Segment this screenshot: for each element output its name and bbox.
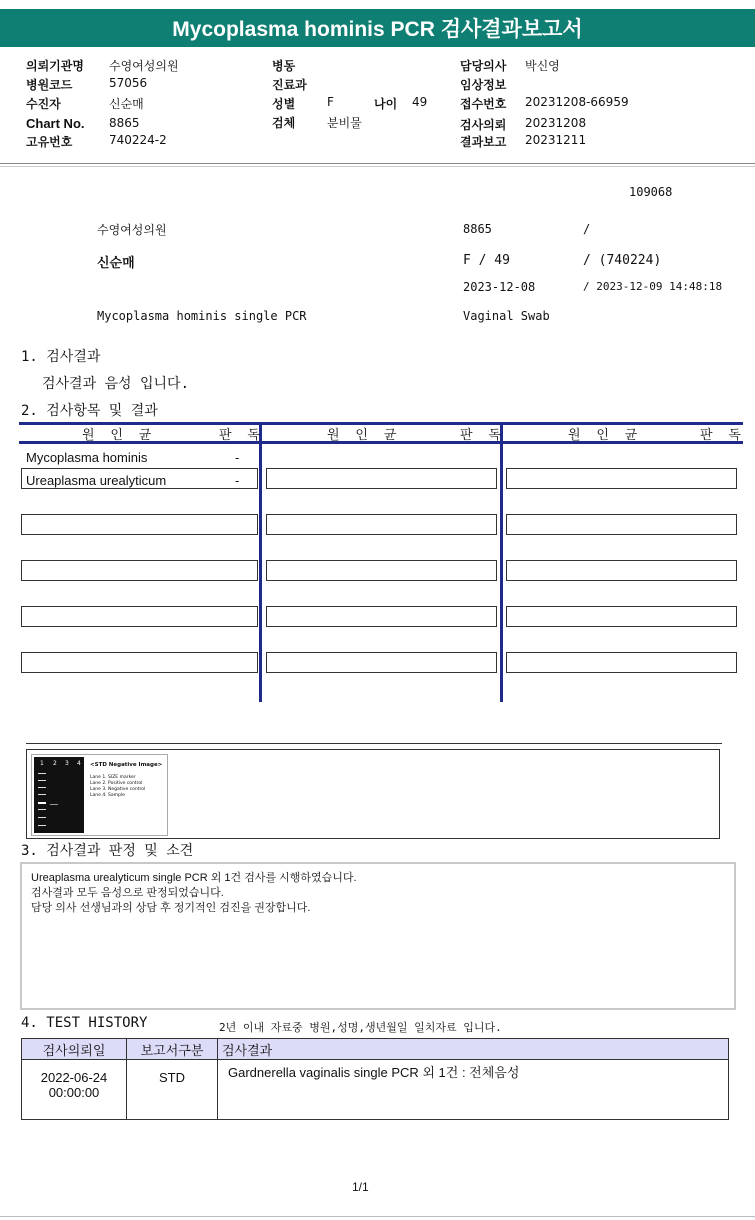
dept-label: 진료과 xyxy=(272,78,307,92)
result-cell xyxy=(506,560,737,581)
gel-top-rule xyxy=(26,743,722,744)
col-result-header-3: 판 독 xyxy=(700,428,745,443)
history-col-type: 보고서구분 xyxy=(127,1039,218,1060)
result-cell xyxy=(506,468,737,489)
request-value: 20231208 xyxy=(525,116,587,130)
result-cell xyxy=(21,560,258,581)
hospital-value: 수영여성의원 xyxy=(109,59,179,73)
result-row-value: - xyxy=(235,450,240,465)
age-label: 나이 xyxy=(374,97,398,111)
result-value: 20231211 xyxy=(525,133,587,147)
grid-col-divider-1 xyxy=(259,422,262,702)
comment-text xyxy=(31,871,357,916)
result-cell xyxy=(266,652,497,673)
lane-number: 2 xyxy=(53,760,57,767)
summary-report-datetime: / 2023-12-09 14:48:18 xyxy=(583,280,723,293)
comment-line: 검사결과 모두 음성으로 판정되었습니다. xyxy=(31,887,224,899)
section3-title: 3. 검사결과 판정 및 소견 xyxy=(21,843,194,859)
lane-number: 1 xyxy=(40,760,44,767)
result-cell xyxy=(21,606,258,627)
gel-image xyxy=(31,754,168,836)
result-cell xyxy=(266,606,497,627)
result-row-name: Ureaplasma urealyticum xyxy=(26,473,167,488)
col-organism-header-1: 원 인 균 xyxy=(82,428,156,443)
history-date-cell xyxy=(22,1060,127,1120)
history-type: STD xyxy=(127,1060,218,1120)
result-cell xyxy=(506,514,737,535)
gel-legend-item: Lane 3. Negative control xyxy=(90,787,146,792)
history-table xyxy=(21,1038,729,1120)
gel-title: <STD Negative Image> xyxy=(90,762,163,768)
hospital-label: 의뢰기관명 xyxy=(26,59,84,73)
result-cell xyxy=(21,652,258,673)
lane-number: 4 xyxy=(77,760,81,767)
result-cell xyxy=(266,560,497,581)
ward-label: 병동 xyxy=(272,59,296,73)
unique-value: 740224-2 xyxy=(109,133,167,147)
header-divider xyxy=(0,163,755,164)
unique-label: 고유번호 xyxy=(26,135,73,149)
summary-hospital: 수영여성의원 xyxy=(97,223,167,237)
summary-sex-age: F / 49 xyxy=(463,253,510,268)
hospital-code-value: 57056 xyxy=(109,76,148,90)
sex-value: F xyxy=(327,95,334,109)
footer-rule xyxy=(0,1216,755,1217)
result-row-name: Mycoplasma hominis xyxy=(26,450,148,465)
summary-patient: 신순매 xyxy=(97,256,135,271)
comment-box xyxy=(20,862,736,1010)
page-number: 1/1 xyxy=(352,1180,369,1194)
marker-band xyxy=(38,809,46,810)
patient-value: 신순매 xyxy=(109,97,144,111)
result-cell xyxy=(266,468,497,489)
summary-request-date: 2023-12-08 xyxy=(463,280,536,294)
summary-birth: / (740224) xyxy=(583,253,662,268)
gel-legend-item: Lane 4. Sample xyxy=(90,793,125,798)
marker-band xyxy=(38,787,46,788)
table-row xyxy=(22,1060,729,1120)
result-cell xyxy=(506,652,737,673)
result-label: 결과보고 xyxy=(460,135,507,149)
hospital-code-label: 병원코드 xyxy=(26,78,73,92)
col-organism-header-3: 원 인 균 xyxy=(568,428,642,443)
doctor-label: 담당의사 xyxy=(460,59,507,73)
chart-value: 8865 xyxy=(109,116,140,130)
section1-title: 1. 검사결과 xyxy=(21,349,101,365)
section4-title: 4. TEST HISTORY xyxy=(21,1015,148,1031)
result-cell xyxy=(266,514,497,535)
col-result-header-2: 판 독 xyxy=(460,428,505,443)
marker-band xyxy=(38,780,46,781)
grid-col-divider-2 xyxy=(500,422,503,702)
chart-label: Chart No. xyxy=(26,116,85,131)
summary-specimen: Vaginal Swab xyxy=(463,309,550,323)
sex-label: 성별 xyxy=(272,97,296,111)
marker-band xyxy=(38,825,46,826)
section1-text: 검사결과 음성 입니다. xyxy=(42,376,190,392)
gel-legend-item: Lane 2. Positive control xyxy=(90,781,143,786)
patient-label: 수진자 xyxy=(26,97,61,111)
marker-band xyxy=(38,817,46,818)
header-divider-shadow xyxy=(0,166,755,167)
section2-title: 2. 검사항목 및 결과 xyxy=(21,403,158,419)
report-title: Mycoplasma hominis PCR 검사결과보고서 xyxy=(0,9,755,47)
summary-chart: 8865 xyxy=(463,222,492,236)
gel-legend xyxy=(90,775,145,799)
result-cell xyxy=(506,606,737,627)
gel-photo xyxy=(34,757,84,833)
doctor-value: 박신영 xyxy=(525,59,560,73)
history-time: 00:00:00 xyxy=(48,1085,100,1100)
receipt-label: 접수번호 xyxy=(460,97,507,111)
receipt-value: 20231208-66959 xyxy=(525,95,629,109)
history-result: Gardnerella vaginalis single PCR 외 1건 : 전체음성 xyxy=(218,1060,729,1120)
age-value: 49 xyxy=(412,95,428,109)
specimen-label: 검체 xyxy=(272,116,296,130)
col-organism-header-2: 원 인 균 xyxy=(327,428,401,443)
history-col-date: 검사의뢰일 xyxy=(22,1039,127,1060)
history-col-result: 검사결과 xyxy=(218,1039,729,1060)
lane-number: 3 xyxy=(65,760,69,767)
request-label: 검사의뢰 xyxy=(460,118,507,132)
col-result-header-1: 판 독 xyxy=(219,428,264,443)
history-date: 2022-06-24 xyxy=(40,1070,108,1085)
gel-legend-item: Lane 1. SIZE marker xyxy=(90,775,136,780)
comment-line: 담당 의사 선생님과의 상담 후 정기적인 검진을 권장합니다. xyxy=(31,902,311,914)
doc-number: 109068 xyxy=(629,185,673,199)
summary-slash: / xyxy=(583,222,591,236)
marker-band xyxy=(38,773,46,774)
positive-control-band xyxy=(50,804,58,805)
marker-band xyxy=(38,794,46,795)
summary-test-name: Mycoplasma hominis single PCR xyxy=(97,309,307,323)
comment-line: Ureaplasma urealyticum single PCR 외 1건 검사를 시행하였습니다. xyxy=(31,872,357,884)
clinical-label: 임상정보 xyxy=(460,78,507,92)
section4-note: 2년 이내 자료중 병원,성명,생년월일 일치자료 입니다. xyxy=(219,1021,502,1034)
marker-band xyxy=(38,802,46,804)
result-cell xyxy=(21,514,258,535)
result-row-value: - xyxy=(235,473,240,488)
specimen-value: 분비물 xyxy=(327,116,362,130)
